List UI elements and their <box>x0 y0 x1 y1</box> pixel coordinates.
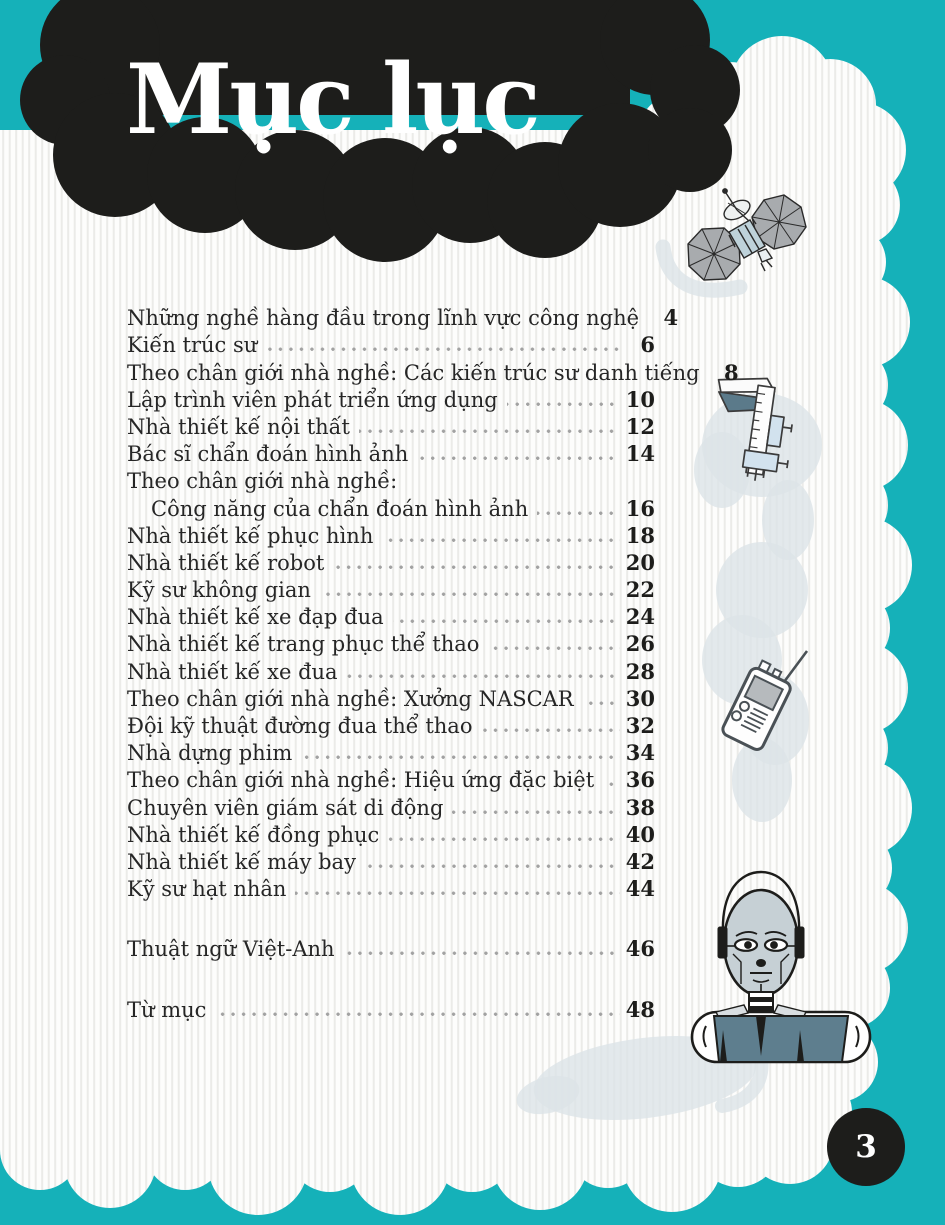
toc-entry[interactable] <box>127 738 655 765</box>
toc-entry-label: Thuật ngữ Việt-Anh <box>127 937 335 962</box>
toc-entry-page-number: 32 <box>625 713 655 738</box>
toc-entry-label: Nhà thiết kế phục hình <box>127 523 374 548</box>
toc-entry-page-number: 30 <box>625 685 655 711</box>
toc-entry-label: Kỹ sư hạt nhân <box>127 877 287 902</box>
toc-entry-label: Theo chân giới nhà nghề: Xưởng NASCAR <box>127 686 574 711</box>
toc-entry[interactable] <box>127 466 655 493</box>
dot-leader <box>365 864 620 869</box>
dot-leader <box>388 837 619 842</box>
dot-leader <box>393 619 620 624</box>
toc-entry[interactable] <box>127 874 655 901</box>
toc-entry-page-number: 28 <box>625 658 655 684</box>
toc-entry-label: Bác sĩ chẩn đoán hình ảnh <box>127 442 409 467</box>
toc-entry[interactable] <box>127 602 655 629</box>
toc-entry-label: Từ mục <box>127 997 207 1022</box>
dot-leader <box>537 511 620 516</box>
toc-entry[interactable] <box>127 711 655 738</box>
dot-leader <box>417 456 620 461</box>
toc-entry-page-number: 14 <box>625 441 655 467</box>
toc-entry-label: Kiến trúc sư <box>127 333 258 358</box>
toc-entry[interactable] <box>127 493 655 520</box>
toc-entry-label: Nhà dựng phim <box>127 741 293 766</box>
dot-leader <box>452 810 619 815</box>
toc-entry-label: Những nghề hàng đầu trong lĩnh vực công nghệ <box>127 306 640 331</box>
toc-entry[interactable] <box>127 548 655 575</box>
toc-entry-label: Nhà thiết kế xe đua <box>127 659 338 684</box>
dot-leader <box>344 951 620 956</box>
toc-entry-page-number: 10 <box>625 386 655 412</box>
dot-leader <box>488 646 619 651</box>
toc-entry-page-number: 46 <box>625 936 655 962</box>
toc-entry-page-number: 44 <box>625 876 655 902</box>
dot-leader <box>266 347 625 352</box>
toc-entry-page-number: 42 <box>625 848 655 874</box>
dot-leader <box>481 728 619 733</box>
toc-entry[interactable] <box>127 656 655 683</box>
toc-entry-page-number: 40 <box>625 821 655 847</box>
toc-entry[interactable] <box>127 575 655 602</box>
toc-entry[interactable] <box>127 792 655 819</box>
toc-entry-page-number: 24 <box>625 604 655 630</box>
toc-entry[interactable] <box>127 357 739 385</box>
dot-leader <box>359 429 620 434</box>
dot-leader <box>583 701 620 706</box>
page-number-badge <box>827 1108 905 1186</box>
toc-entry-page-number: 4 <box>663 305 679 331</box>
toc-entry[interactable] <box>127 847 655 874</box>
toc-entry-label: Nhà thiết kế trang phục thể thao <box>127 632 480 657</box>
toc-entry-page-number: 34 <box>625 740 655 766</box>
toc-entry[interactable] <box>127 934 655 961</box>
dot-leader <box>507 402 620 407</box>
dot-leader <box>215 1012 619 1017</box>
toc-entry[interactable] <box>127 994 655 1021</box>
toc-entry-page-number: 20 <box>625 549 655 575</box>
toc-entry[interactable] <box>127 684 655 711</box>
toc-entry-label: Nhà thiết kế nội thất <box>127 414 350 439</box>
toc-entry-label: Theo chân giới nhà nghề: Hiệu ứng đặc biệt <box>127 768 595 793</box>
dot-leader <box>295 891 619 896</box>
toc-entry[interactable] <box>127 765 655 792</box>
toc-entry-label: Nhà thiết kế xe đạp đua <box>127 605 384 630</box>
toc-entry-page-number: 8 <box>724 359 739 385</box>
toc-entry-label: Nhà thiết kế đồng phục <box>127 822 380 847</box>
dot-leader <box>347 674 620 679</box>
toc-entry[interactable] <box>127 303 679 331</box>
toc-entry[interactable] <box>127 521 655 548</box>
dot-leader <box>603 782 620 787</box>
toc-entry-label: Đội kỹ thuật đường đua thể thao <box>127 714 473 738</box>
page-title: Mục lục <box>126 43 538 156</box>
toc-entry[interactable] <box>127 629 655 656</box>
dot-leader <box>301 755 619 760</box>
dot-leader <box>333 565 619 570</box>
dot-leader <box>382 538 619 543</box>
toc-entry-page-number: 18 <box>625 522 655 548</box>
page-number: 3 <box>855 1129 877 1165</box>
toc-entry-page-number: 16 <box>625 495 655 521</box>
toc-entry-label: Theo chân giới nhà nghề: Các kiến trúc sư danh tiếng <box>127 360 700 385</box>
dot-leader <box>320 592 620 597</box>
toc-entry-label: Nhà thiết kế robot <box>127 550 325 575</box>
toc-entry[interactable] <box>127 330 655 357</box>
toc-entry-page-number: 48 <box>625 996 655 1022</box>
toc-entry-label: Kỹ sư không gian <box>127 578 311 603</box>
toc-entry-page-number: 38 <box>625 794 655 820</box>
toc-entry-page-number: 12 <box>625 413 655 439</box>
toc-entry-page-number: 36 <box>625 767 655 793</box>
toc-entry-label: Công năng của chẩn đoán hình ảnh <box>151 496 529 521</box>
toc-entry-label: Lập trình viên phát triển ứng dụng <box>127 387 498 412</box>
toc-entry[interactable] <box>127 412 655 439</box>
toc-entry-page-number: 6 <box>640 332 655 358</box>
toc-entry-label: Theo chân giới nhà nghề: <box>127 469 398 494</box>
toc-entry-label: Nhà thiết kế máy bay <box>127 849 356 874</box>
toc-entry-page-number: 22 <box>625 577 655 603</box>
toc-entry-label: Chuyên viên giám sát di động <box>127 795 444 820</box>
toc-entry[interactable] <box>127 820 655 847</box>
toc-entry[interactable] <box>127 439 655 466</box>
toc-entry-page-number: 26 <box>625 631 655 657</box>
table-of-contents <box>127 303 739 1022</box>
toc-entry[interactable] <box>127 385 655 412</box>
